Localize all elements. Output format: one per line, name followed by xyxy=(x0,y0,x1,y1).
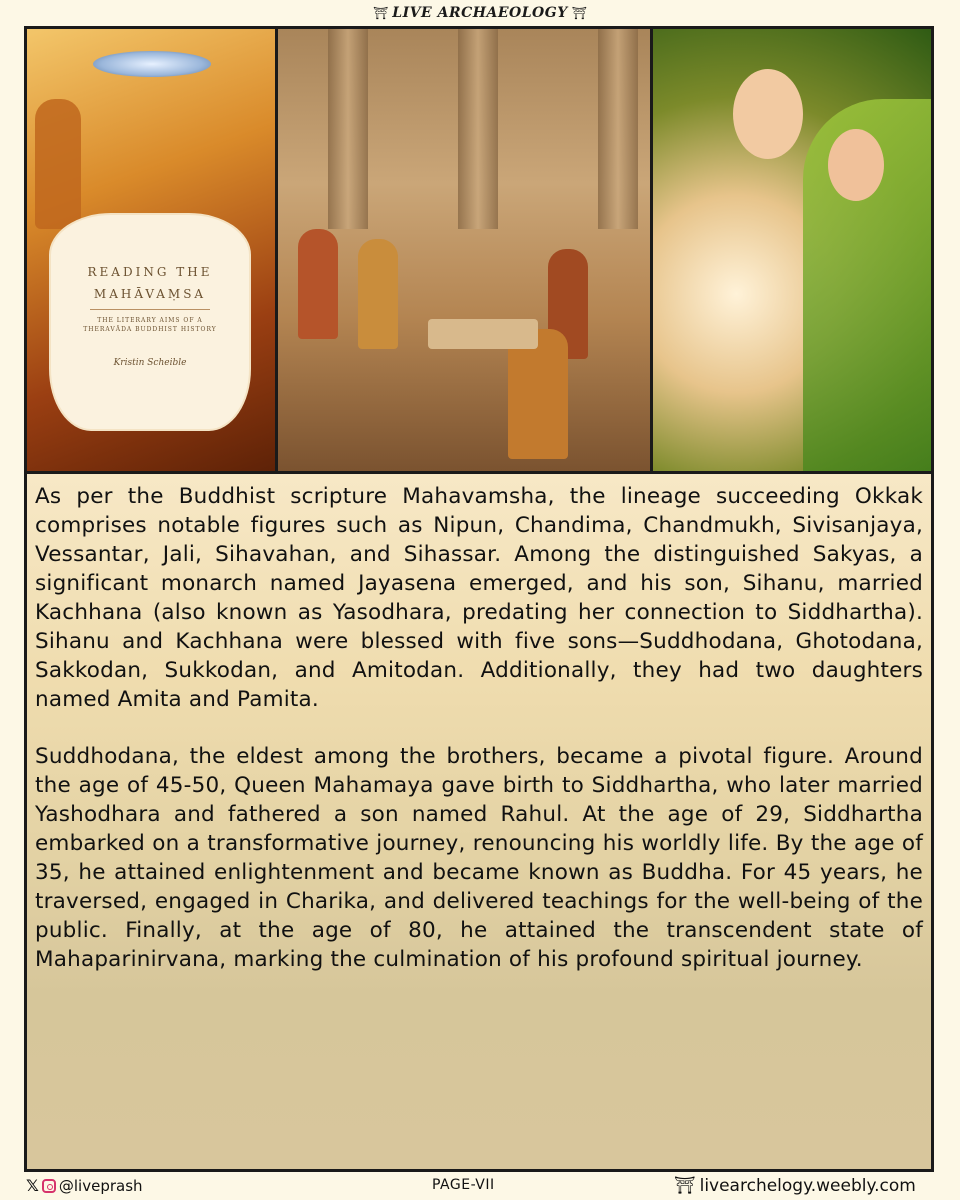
social-handle: @liveprash xyxy=(58,1176,143,1195)
queen-painting xyxy=(653,29,931,471)
book-title-line1: READING THE xyxy=(87,265,213,279)
stupa-icon: ⛩ xyxy=(571,6,587,20)
header-title: LIVE ARCHAEOLOGY xyxy=(392,5,568,21)
paragraph-lineage: As per the Buddhist scripture Mahavamsha, the lineage succeeding Okkak comprises notable figures such as Nipun, Chandima, Chandmukh, Sivisanjaya, Vessantar, Jali, Sihavahan, and Sihassar. Among the distinguished Sakyas, a significant monarch named Jayasena emerged, and his son, Sihanu, married Kachhana (also known as Yasodhara, predating her connection to Siddhartha). Sihanu and Kachhana were blessed with five sons—Suddhodana, Ghotodana, Sakkodan, Sukkodan, and Amitodan. Additionally, they had two daughters named Amita and Pamita. xyxy=(35,484,923,712)
book-author: Kristin Scheible xyxy=(113,358,187,368)
book-subtitle: THE LITERARY AIMS OF A THERAVĀDA BUDDHIST HISTORY xyxy=(83,317,217,333)
page-header xyxy=(0,0,960,26)
maiden-face xyxy=(828,129,884,201)
queen-face xyxy=(733,69,803,159)
monk-figure xyxy=(35,99,81,229)
article-body xyxy=(27,474,931,1169)
page-footer xyxy=(0,1172,960,1200)
low-table xyxy=(428,319,538,349)
book-cover xyxy=(51,215,249,429)
pillar xyxy=(458,29,498,229)
divider xyxy=(90,309,210,310)
content-frame xyxy=(24,26,934,1172)
stupa-icon: ⛩ xyxy=(373,6,389,20)
pillar xyxy=(328,29,368,229)
social-link[interactable] xyxy=(26,1176,143,1195)
website-link[interactable] xyxy=(674,1176,916,1196)
image-strip xyxy=(27,29,931,474)
stupa-icon: ⛩ xyxy=(674,1176,696,1196)
book-cover-image xyxy=(27,29,275,471)
court-figure xyxy=(298,229,338,339)
parasol-decoration xyxy=(93,51,211,77)
website-url: livearchelogy.weebly.com xyxy=(699,1176,916,1196)
instagram-icon xyxy=(42,1179,56,1193)
pillar xyxy=(598,29,638,229)
court-figure xyxy=(358,239,398,349)
paragraph-buddha-life: Suddhodana, the eldest among the brothers, became a pivotal figure. Around the age of 45-50, Queen Mahamaya gave birth to Siddhartha, who later married Yashodhara and fathered a son named Rahul. At the age of 29, Siddhartha embarked on a transformative journey, renouncing his worldly life. By the age of 35, he attained enlightenment and became known as Buddha. For 45 years, he traversed, engaged in Charika, and delivered teachings for the well-being of the public. Finally, at the age of 80, he attained the transcendent state of Mahaparinirvana, marking the culmination of his profound spiritual journey. xyxy=(35,744,923,972)
book-title-line2: MAHĀVAṂSA xyxy=(93,287,207,301)
royal-court-painting xyxy=(275,29,653,471)
page-number: PAGE-VII xyxy=(432,1177,495,1193)
x-twitter-icon: 𝕏 xyxy=(26,1176,39,1195)
